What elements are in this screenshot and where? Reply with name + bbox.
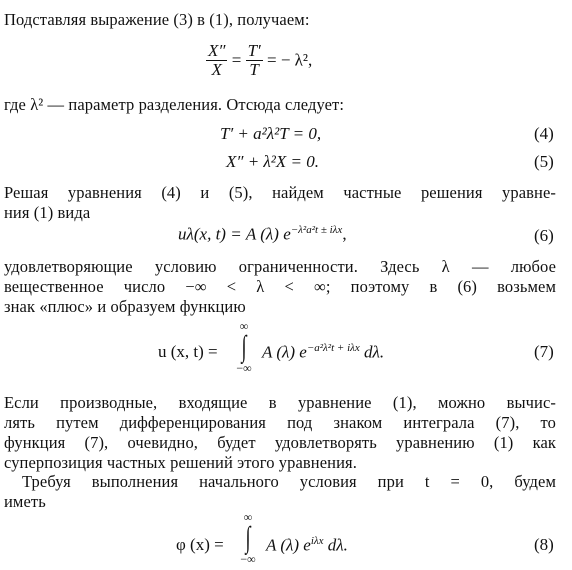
equals-sign: = — [231, 50, 242, 70]
text-line-5-content: удовлетворяющие условию ограниченности. Здесь λ — любое — [4, 257, 556, 276]
text-line-12 — [22, 472, 556, 492]
equation-separation-tail: = − λ², — [267, 50, 313, 70]
integral-8-lower-limit: −∞ — [240, 552, 256, 566]
equation-8-number: (8) — [534, 535, 554, 554]
text-line-10-content: функция (7), очевидно, будет удовлетворять уравнению (1) как — [4, 433, 556, 452]
integral-7-upper-limit: ∞ — [239, 319, 249, 333]
integral-8 — [236, 511, 260, 565]
fraction-t-numerator: T′ — [247, 41, 261, 60]
fraction-t — [246, 42, 263, 79]
text-line-11: суперпозиция частных решений этого уравнения. — [4, 453, 357, 472]
integral-8-sign: ∫ — [245, 521, 251, 554]
text-line-7: знак «плюс» и образуем функцию — [4, 297, 246, 316]
equation-8-integrand — [266, 535, 348, 556]
text-line-1: Подставляя выражение (3) в (1), получаем: — [4, 10, 310, 29]
equation-6-number: (6) — [534, 226, 554, 245]
equation-7-exponent: −a²λ²t + iλx — [306, 342, 360, 354]
text-line-12-content: Требуя выполнения начального условия при t = 0, будем — [22, 472, 556, 491]
integral-7-sign: ∫ — [241, 330, 247, 363]
integral-8-upper-limit: ∞ — [243, 510, 253, 524]
equation-4-number: (4) — [534, 124, 554, 143]
equation-7-integrand — [262, 342, 384, 363]
text-line-9 — [4, 413, 556, 433]
equation-5: X″ + λ²X = 0. — [226, 152, 320, 171]
text-line-6-content: вещественное число −∞ < λ < ∞; поэтому в (6) возьмем — [4, 277, 556, 296]
equation-6-exponent: −λ²a²t ± iλx — [290, 224, 343, 236]
integral-7 — [232, 320, 256, 374]
text-line-5 — [4, 257, 556, 277]
equation-7-body: A (λ) e — [262, 342, 307, 362]
integral-7-lower-limit: −∞ — [236, 361, 252, 375]
fraction-x — [206, 42, 227, 79]
text-line-8-content: Если производные, входящие в уравнение (1), можно вычис- — [4, 393, 556, 412]
equation-4: T′ + a²λ²T = 0, — [220, 124, 322, 143]
text-line-9-content: лять путем дифференцирования под знаком интеграла (7), то — [4, 413, 556, 432]
fraction-x-denominator: X — [211, 60, 222, 79]
fraction-x-numerator: X″ — [208, 41, 226, 60]
text-line-2: где λ² — параметр разделения. Отсюда следует: — [4, 95, 345, 114]
equation-6 — [178, 224, 347, 245]
equation-5-number: (5) — [534, 152, 554, 171]
equation-separation — [206, 42, 312, 79]
equation-7-number: (7) — [534, 342, 554, 361]
text-line-13: иметь — [4, 492, 46, 511]
equation-7-lhs: u (x, t) = — [158, 342, 218, 361]
text-line-6 — [4, 277, 556, 297]
fraction-t-denominator: T — [249, 60, 259, 79]
equation-6-lhs: uλ(x, t) = A (λ) e — [178, 224, 291, 244]
equation-8-exponent: iλx — [310, 535, 324, 547]
text-line-3-content: Решая уравнения (4) и (5), найдем частные решения уравне- — [4, 183, 556, 202]
equation-8-tail: dλ. — [327, 535, 348, 555]
text-line-8 — [4, 393, 556, 413]
text-line-10 — [4, 433, 556, 453]
text-line-4: ния (1) вида — [4, 203, 91, 222]
equation-8-lhs: φ (x) = — [176, 535, 224, 554]
equation-6-tail: , — [342, 224, 347, 244]
text-line-3 — [4, 183, 556, 203]
equation-7-tail: dλ. — [364, 342, 385, 362]
equation-8-body: A (λ) e — [266, 535, 311, 555]
